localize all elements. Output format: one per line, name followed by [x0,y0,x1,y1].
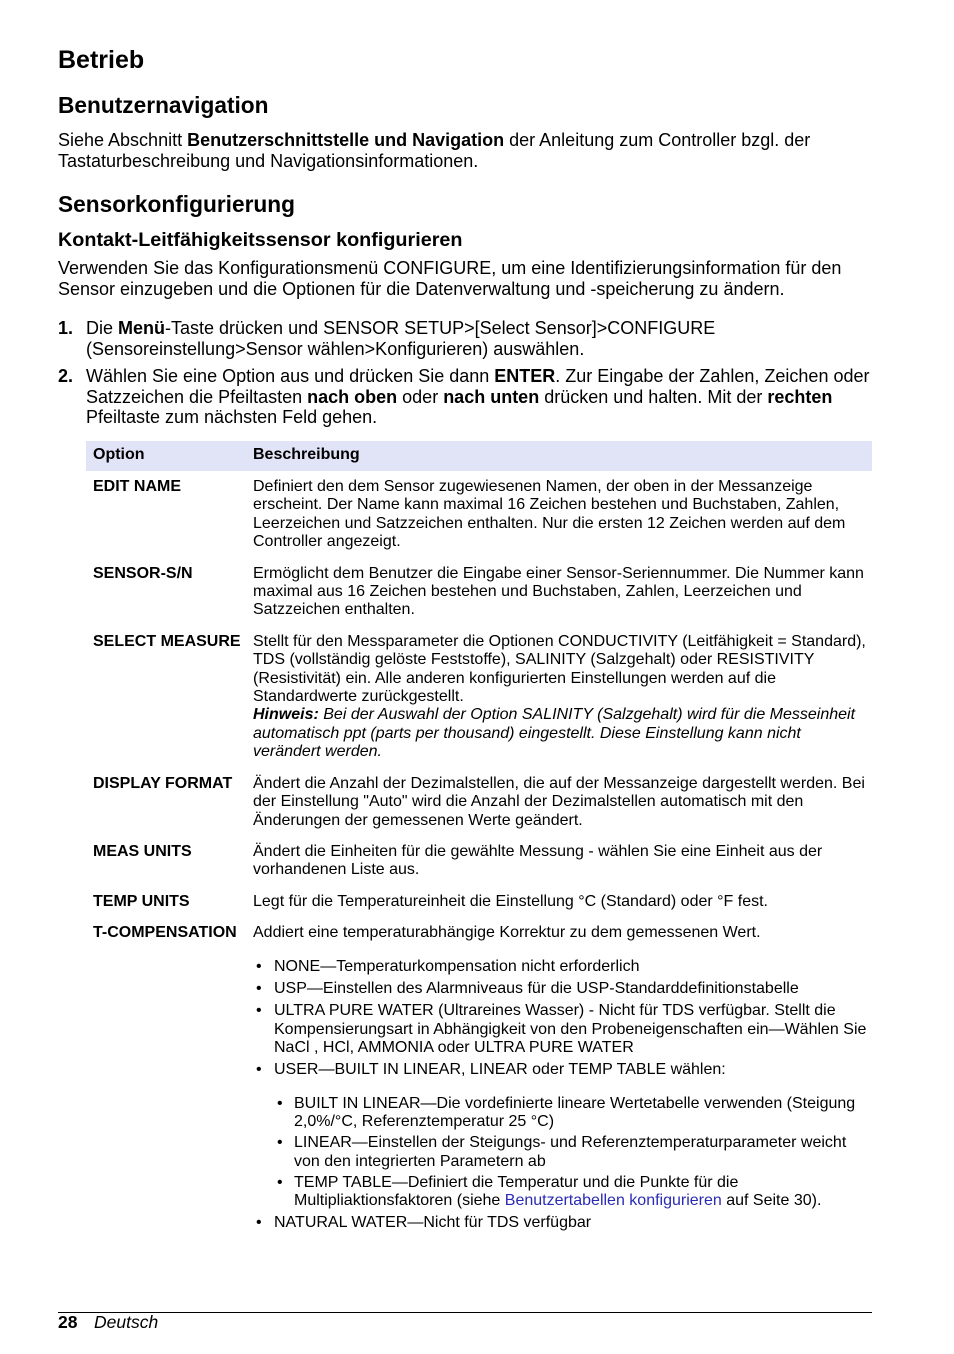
page-footer [58,1312,358,1332]
list-item: • ULTRA PURE WATER (Ultrareines Wasser) - Nicht für TDS verfügbar. Stellt die Kompensierungsart in Abhängigkeit von den Probeneigenschaften ein—Wählen Sie NaCl , HCl, AMMONIA oder ULTRA PURE WATER [253,1002,868,1057]
option-description: Definiert den dem Sensor zugewiesenen Namen, der oben in der Messanzeige erscheint. Der Name kann maximal 16 Zeichen bestehen und Buchstaben, Zahlen, Leerzeichen und Satzzeichen enthalten. Nur die ersten 12 Zeichen werden auf dem Controller angezeigt. [253,478,846,551]
subsection-heading: Kontakt-Leitfähigkeitssensor konfigurieren [58,229,463,251]
table-row [86,558,872,626]
option-description: Stellt für den Messparameter die Optionen CONDUCTIVITY (Leitfähigkeit = Standard), TDS (vollständig gelöste Feststoffe), SALINITY (Salzgehalt) oder RESISTIVITY (Resistivität) ein. Alle anderen konfigurierten Einstellungen werden auf die Standardwerte zurückgestellt. [253,632,866,706]
column-header-option: Option [86,441,246,471]
link-benutzertabellen-konfigurieren[interactable]: Benutzertabellen konfigurieren [504,1192,722,1210]
step-bold-segment: ENTER [494,366,556,386]
options-table [86,441,872,1239]
option-name: EDIT NAME [93,478,181,495]
option-description: Ändert die Einheiten für die gewählte Messung - wählen Sie eine Einheit aus der vorhandenen Liste aus. [253,842,823,879]
note [253,706,868,761]
step-text-segment: oder [397,386,444,407]
list-item [253,1061,868,1211]
sublist-item [274,1174,868,1211]
step-1 [58,318,872,359]
step-text-segment: Die [86,318,119,338]
option-description: Ändert die Anzahl der Dezimalstellen, die auf der Messanzeige dargestellt werden. Bei der Einstellung "Auto" wird die Anzahl der Dezimalstellen automatisch mit den Änderungen der gemessenen Werte geändert. [253,774,865,829]
step-bold-segment: rechten [767,386,833,407]
table-row [86,471,872,558]
step-text-segment: Wählen Sie eine Option aus und drücken Sie dann [86,366,495,386]
note-label: Hinweis: [253,706,319,724]
step-text-segment: . Zur Eingabe der Zahlen, Zeichen oder Satzzeichen die Pfeiltasten [86,366,870,407]
section-heading-user-navigation: Benutzernavigation [58,92,269,118]
user-navigation-paragraph [58,130,872,171]
step-bold-segment: nach oben [307,386,398,407]
list-item: • USP—Einstellen des Alarmniveaus für die USP-Standarddefinitionstabelle [253,980,868,998]
option-name: MEAS UNITS [93,842,192,860]
option-description: Ermöglicht dem Benutzer die Eingabe einer Sensor-Seriennummer. Die Nummer kann maximal aus 16 Zeichen bestehen und Buchstaben, Zahlen, Leerzeichen und Satzzeichen enthalten. [253,564,864,619]
paragraph-text: der Anleitung zum Controller bzgl. der Tastaturbeschreibung und Navigationsinformationen. [58,130,811,171]
table-row [86,768,872,836]
table-row [86,626,872,768]
user-choice-sublist [274,1095,868,1211]
step-number: 1. [58,318,74,338]
page-number: 28 [58,1312,78,1332]
section-heading-sensor-configuration: Sensorkonfigurierung [58,191,295,217]
option-description: Legt für die Temperatureinheit die Einstellung °C (Standard) oder °F fest. [253,892,768,910]
option-description-cell [246,917,872,1238]
option-name: SENSOR-S/N [93,564,193,582]
footer-language: Deutsch [94,1312,159,1332]
sublist-item-text: auf Seite 30). [721,1192,822,1210]
step-text-segment: -Taste drücken und SENSOR SETUP>[Select Sensor]>CONFIGURE (Sensoreinstellung>Sensor wählen>Konfigurieren) auswählen. [86,318,716,359]
paragraph-text: Siehe Abschnitt [58,130,188,150]
step-text [86,318,715,359]
sublist-item: • BUILT IN LINEAR—Die vordefinierte lineare Wertetabelle verwenden (Steigung 2,0%/°C, Referenztemperatur 25 °C) [274,1095,868,1132]
step-number: 2. [58,366,74,386]
sublist-item: • LINEAR—Einstellen der Steigungs- und Referenztemperaturparameter weicht von den integrierten Parametern ab [274,1134,868,1171]
option-name: TEMP UNITS [93,892,190,910]
sublist-item-text: TEMP TABLE—Definiert die Temperatur und die Punkte für die Multipliaktionsfaktoren (siehe [294,1173,739,1210]
intro-paragraph: Verwenden Sie das Konfigurationsmenü CONFIGURE, um eine Identifizierungsinformation für den Sensor einzugeben und die Optionen für die Datenverwaltung und -speicherung zu ändern. [58,258,842,299]
option-description-cell [246,626,872,768]
option-name: SELECT MEASURE [93,632,241,650]
option-name: T-COMPENSATION [93,924,237,942]
table-row [86,836,872,886]
table-row [86,917,872,1238]
table-header-row [86,441,872,471]
option-name: DISPLAY FORMAT [93,774,233,792]
compensation-choice-list [253,958,868,1232]
table-row [86,886,872,917]
column-header-description: Beschreibung [246,441,872,471]
paragraph-bold-reference: Benutzerschnittstelle und Navigation [187,130,505,150]
step-bold-segment: nach unten [443,386,540,407]
step-text-segment: Pfeiltaste zum nächsten Feld gehen. [86,407,378,427]
page-title: Betrieb [58,46,145,74]
step-2 [58,366,872,428]
step-text [86,366,869,427]
note-text: Bei der Auswahl der Option SALINITY (Salzgehalt) wird für die Messeinheit automatisch ppt (parts per thousand) eingestellt. Diese Einstellung kann nicht verändert werden. [253,706,856,761]
list-item: • NONE—Temperaturkompensation nicht erforderlich [253,958,868,976]
list-item: • NATURAL WATER—Nicht für TDS verfügbar [253,1214,868,1232]
option-description: Addiert eine temperaturabhängige Korrektur zu dem gemessenen Wert. [253,924,761,942]
step-bold-segment: Menü [118,318,166,338]
step-text-segment: drücken und halten. Mit der [539,386,768,407]
list-item-text: USER—BUILT IN LINEAR, LINEAR oder TEMP TABLE wählen: [274,1060,726,1078]
